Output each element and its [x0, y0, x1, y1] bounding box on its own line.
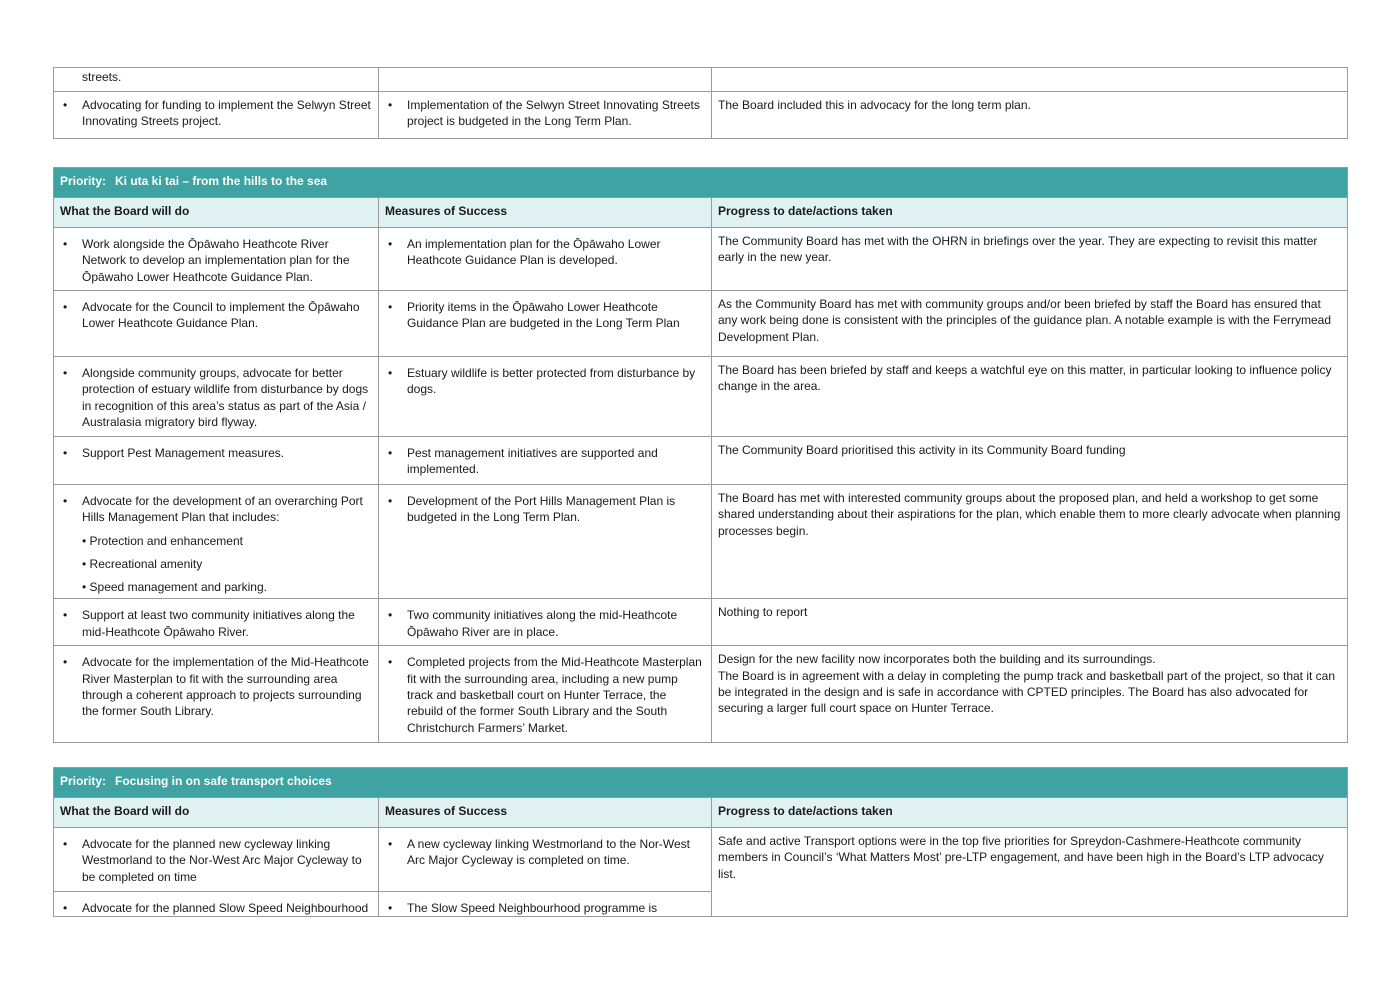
column-header: Measures of Success	[379, 798, 712, 828]
progress-cell: Safe and active Transport options were in the top five priorities for Spreydon-Cashmere-Heathcote community members in Council’s ‘What Matters Most’ pre-LTP engagement, and have been high in the Board’s LTP advocacy list.	[712, 828, 1348, 917]
table-row	[54, 291, 1348, 357]
progress-cell: Nothing to report	[712, 599, 1348, 646]
priority-title: Ki uta ki tai – from the hills to the sea	[115, 174, 328, 188]
progress-cell: As the Community Board has met with community groups and/or been briefed by staff the Board has ensured that any work being done is consistent with the principles of the guidance plan. A notable example is with the Ferrymead Development Plan.	[712, 291, 1348, 357]
table-header-row	[54, 198, 1348, 228]
measure-item: • Pest management initiatives are supported and implemented.	[385, 445, 705, 478]
progress-cell: The Board has met with interested community groups about the proposed plan, and held a workshop to get some shared understanding about their aspirations for the plan, which enable them to more clearly advocate when planning processes begin.	[712, 485, 1348, 599]
table-row	[54, 92, 1348, 139]
progress-cell: The Community Board has met with the OHRN in briefings over the year. They are expecting to revisit this matter early in the new year.	[712, 228, 1348, 291]
sub-item: • Protection and enhancement	[82, 533, 243, 548]
column-header: Measures of Success	[379, 198, 712, 228]
measure-item: • Two community initiatives along the mid-Heathcote Ōpāwaho River are in place.	[385, 607, 705, 640]
column-header: What the Board will do	[54, 798, 379, 828]
measure-item: • A new cycleway linking Westmorland to the Nor-West Arc Major Cycleway is completed on time.	[385, 836, 705, 869]
column-header: Progress to date/actions taken	[712, 798, 1348, 828]
action-item: • Advocate for the planned Slow Speed Neighbourhood	[60, 900, 372, 916]
action-item: • Advocate for the planned new cycleway linking Westmorland to the Nor-West Arc Major Cycleway to be completed on time	[60, 836, 372, 885]
table-row	[54, 68, 1348, 92]
continued-text: streets.	[82, 70, 122, 84]
measure-item: • Implementation of the Selwyn Street Innovating Streets project is budgeted in the Long Term Plan.	[385, 97, 705, 130]
action-item: • Advocating for funding to implement the Selwyn Street Innovating Streets project.	[60, 97, 372, 130]
table-row	[54, 357, 1348, 437]
action-item: • Advocate for the development of an overarching Port Hills Management Plan that includes:	[60, 493, 372, 526]
continued-table	[53, 67, 1348, 139]
priority-table-hills-to-sea	[53, 167, 1348, 743]
priority-banner	[54, 768, 1348, 798]
action-item: • Alongside community groups, advocate for better protection of estuary wildlife from disturbance by dogs in recognition of this area’s status as part of the Asia / Australasia migratory bird flyway.	[60, 365, 372, 430]
column-header: What the Board will do	[54, 198, 379, 228]
table-header-row	[54, 798, 1348, 828]
table-row	[54, 485, 1348, 599]
action-item: • Support Pest Management measures.	[60, 445, 372, 461]
table-row	[54, 228, 1348, 291]
progress-cell: The Board has been briefed by staff and keeps a watchful eye on this matter, in particular looking to influence policy change in the area.	[712, 357, 1348, 437]
sub-item: • Recreational amenity	[82, 556, 203, 571]
action-item: • Support at least two community initiatives along the mid-Heathcote Ōpāwaho River.	[60, 607, 372, 640]
table-row	[54, 437, 1348, 485]
priority-table-transport	[53, 767, 1348, 917]
action-item: • Advocate for the Council to implement the Ōpāwaho Lower Heathcote Guidance Plan.	[60, 299, 372, 332]
progress-cell: The Board included this in advocacy for the long term plan.	[712, 92, 1348, 139]
progress-line: The Board is in agreement with a delay in completing the pump track and basketball part of the project, so that it can be integrated in the design and is safe in accordance with CPTED principles. The Board has also advocated for securing a larger full court space on Hunter Terrace.	[718, 668, 1336, 716]
measure-item: • Development of the Port Hills Management Plan is budgeted in the Long Term Plan.	[385, 493, 705, 526]
column-header: Progress to date/actions taken	[712, 198, 1348, 228]
progress-line: Design for the new facility now incorporates both the building and its surroundings.	[718, 652, 1156, 667]
progress-cell	[712, 646, 1348, 743]
progress-cell: The Community Board prioritised this activity in its Community Board funding	[712, 437, 1348, 485]
action-item: • Advocate for the implementation of the Mid-Heathcote River Masterplan to fit with the surrounding area through a coherent approach to projects surrounding the former South Library.	[60, 654, 372, 719]
measure-item: • Priority items in the Ōpāwaho Lower Heathcote Guidance Plan are budgeted in the Long Term Plan	[385, 299, 705, 332]
table-row	[54, 646, 1348, 743]
action-item: • Work alongside the Ōpāwaho Heathcote River Network to develop an implementation plan for the Ōpāwaho Lower Heathcote Guidance Plan.	[60, 236, 372, 285]
priority-label: Priority:	[60, 174, 107, 188]
sub-item: • Speed management and parking.	[82, 580, 267, 595]
measure-item: • Completed projects from the Mid-Heathcote Masterplan fit with the surrounding area, including a new pump track and basketball court on Hunter Terrace, the rebuild of the former South Library and the South Christchurch Farmers’ Market.	[385, 654, 705, 735]
table-row	[54, 599, 1348, 646]
measure-item: • Estuary wildlife is better protected from disturbance by dogs.	[385, 365, 705, 398]
priority-banner	[54, 168, 1348, 198]
measure-item: • The Slow Speed Neighbourhood programme is	[385, 900, 705, 916]
priority-label: Priority:	[60, 774, 107, 788]
table-row	[54, 828, 1348, 892]
measure-item: • An implementation plan for the Ōpāwaho Lower Heathcote Guidance Plan is developed.	[385, 236, 705, 269]
priority-title: Focusing in on safe transport choices	[115, 774, 332, 788]
